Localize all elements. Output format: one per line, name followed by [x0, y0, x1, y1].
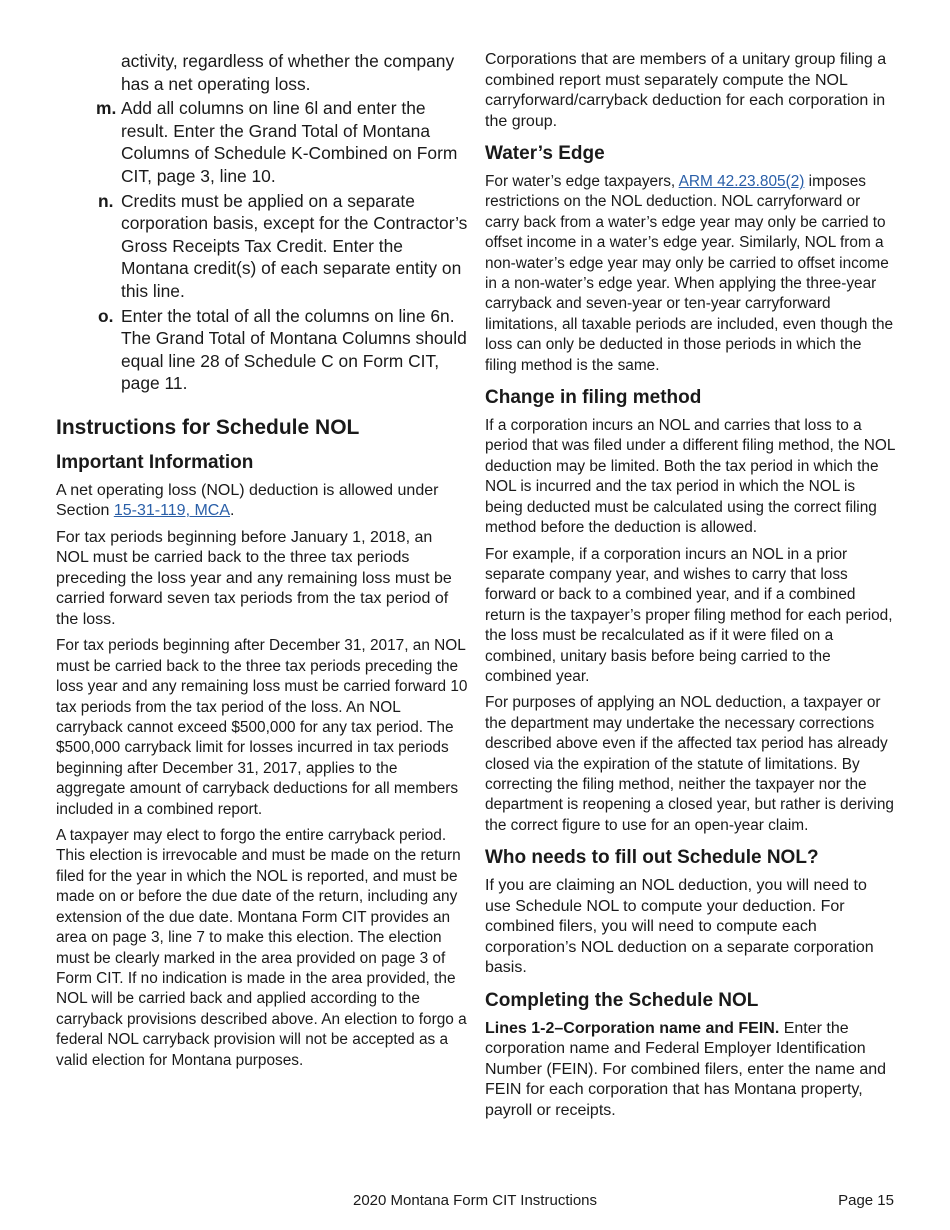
list-item-n: [56, 190, 468, 303]
arm-regulation-link[interactable]: ARM 42.23.805(2): [678, 173, 805, 190]
list-marker: n.: [98, 190, 114, 211]
waters-edge-heading: Water’s Edge: [485, 143, 605, 164]
mca-section-link[interactable]: 15-31-119, MCA: [113, 502, 231, 520]
list-marker: o.: [98, 305, 114, 326]
who-needs-heading: Who needs to fill out Schedule NOL?: [485, 847, 819, 869]
lines-1-2-paragraph: [485, 1019, 897, 1122]
left-column: [56, 50, 468, 1077]
list-item-text: Enter the total of all the columns on line 6n. The Grand Total of Montana Columns should equal line 28 of Schedule C on Form CIT, page 11.: [121, 305, 467, 394]
right-column: [485, 50, 897, 1127]
paragraph-text: Enter the corporation name and Federal Employer Identification Number (FEIN). For combined filers, enter the name and FEIN for each corporation that has Montana property, payroll or receipts.: [485, 1019, 887, 1119]
pre-2018-paragraph: For tax periods beginning before January 1, 2018, an NOL must be carried back to the three tax periods preceding the loss year and any remaining loss must be carried forward seven tax periods from the tax period of the loss.: [56, 528, 452, 628]
continued-item-text: activity, regardless of whether the company has a net operating loss.: [121, 51, 455, 94]
list-marker: m.: [96, 98, 117, 119]
lines-label: Lines 1-2–Corporation name and FEIN.: [485, 1019, 780, 1037]
change-filing-paragraph-1: If a corporation incurs an NOL and carries that loss to a period that was filed under a different filing method, the NOL deduction may be limited. Both the tax period in which the NOL is incurred and the tax period in which the NOL is being deducted must be calculated using the correct filing method before the deduction is allowed.: [485, 417, 895, 537]
who-needs-paragraph: If you are claiming an NOL deduction, you will need to use Schedule NOL to compute your deduction. For combined filers, you will need to compute each corporation’s NOL deduction on a separate corporation basis.: [485, 877, 874, 977]
change-filing-method-heading: Change in filing method: [485, 387, 702, 409]
paragraph-text: A net operating loss (NOL) deduction is allowed under Section: [56, 481, 439, 520]
list-item-text: Credits must be applied on a separate corporation basis, except for the Contractor’s Gross Receipts Tax Credit. Enter the Montana credit(s) of each separate entity on this line.: [121, 190, 468, 301]
nol-definition-paragraph: [56, 481, 468, 522]
change-filing-paragraph-3: For purposes of applying an NOL deduction, a taxpayer or the department may undertake the necessary corrections described above even if the affected tax period has already closed via the expiration of the statute of limitations. By correcting the filing method, neither the taxpayer nor the department is reopening a closed year, but rather is deriving the correct figure to use for an open-year claim.: [485, 694, 894, 834]
paragraph-text: imposes restrictions on the NOL deduction. NOL carryforward or carry back from a water’s edge year may only be carried to offset income in a water’s edge year. Similarly, NOL from a non-water’s edge year may only be carried to offset income in a non-water’s edge year. When applying the three-year carryback and seven-year or ten-year carryforward limitations, all taxable periods are included, even though the loss can only be deducted in those periods in which the filing method is the same.: [485, 173, 894, 374]
unitary-group-paragraph: Corporations that are members of a unitary group filing a combined report must separately compute the NOL carryforward/carryback deduction for each corporation in the group.: [485, 51, 887, 130]
forgo-election-paragraph: A taxpayer may elect to forgo the entire carryback period. This election is irrevocable and must be made on the return filed for the year in which the NOL is reported, and must be made on or before the due date of the return, including any extension of the due date. Montana Form CIT provides an area on page 3, line 7 to make this election. The election must be clearly marked in the area provided on page 3 of Form CIT. If no indication is made in the area provided, the NOL will be carried back and applied according to the carryback provisions described above. An election to forgo a federal NOL carryback provision will not be accepted as a valid election for Montana purposes.: [56, 827, 467, 1069]
important-information-heading: Important Information: [56, 451, 254, 473]
list-item-m: [56, 97, 468, 187]
list-item-text: Add all columns on line 6l and enter the result. Enter the Grand Total of Montana Columns of Schedule K-Combined on Form CIT, page 3, line 10.: [121, 98, 458, 186]
page-footer: [0, 1192, 950, 1214]
page-number: Page 15: [838, 1192, 894, 1209]
paragraph-text: For water’s edge taxpayers,: [485, 173, 679, 190]
section-title: Instructions for Schedule NOL: [56, 415, 360, 439]
waters-edge-paragraph: [485, 172, 897, 376]
instruction-list: [56, 97, 468, 395]
list-item-o: [56, 305, 468, 395]
paragraph-text: .: [230, 502, 235, 520]
post-2017-paragraph: For tax periods beginning after December 31, 2017, an NOL must be carried back to the three tax periods preceding the loss year and any remaining loss must be carried forward 10 tax periods from the tax period of the loss. An NOL carryback cannot exceed $500,000 for any tax period. The $500,000 carryback limit for losses incurred in tax periods beginning after December 31, 2017, applies to the aggregate amount of carryback deductions for all members included in a combined report.: [56, 637, 468, 818]
completing-schedule-heading: Completing the Schedule NOL: [485, 989, 759, 1011]
change-filing-paragraph-2: For example, if a corporation incurs an NOL in a prior separate company year, and wishes to carry that loss forward or back to a combined year, and if a combined return is the taxpayer’s proper filing method for each period, the loss must be recalculated as if it were filed on a combined, unitary basis before being carried to the combined year.: [485, 545, 893, 685]
footer-title: 2020 Montana Form CIT Instructions: [353, 1192, 597, 1209]
